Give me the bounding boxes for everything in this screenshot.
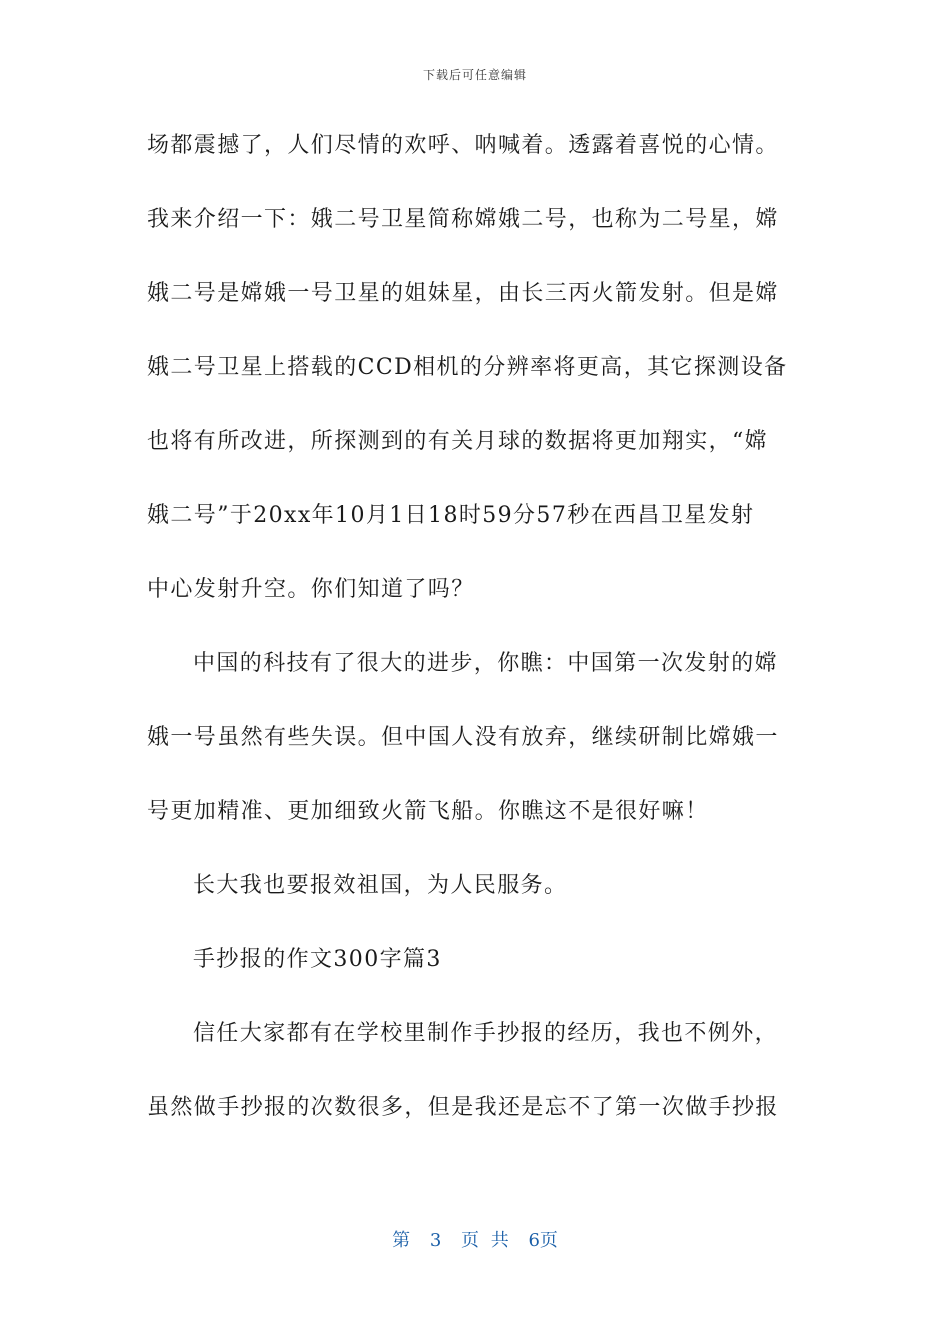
text-line-7: 中心发射升空。你们知道了吗？ bbox=[147, 577, 475, 602]
page-footer bbox=[0, 1226, 950, 1252]
footer-middle: 页 共 bbox=[461, 1230, 509, 1251]
text-line-4: 娥二号卫星上搭载的CCD相机的分辨率将更高，其它探测设备 bbox=[147, 355, 788, 380]
text-line-3: 娥二号是嫦娥一号卫星的姐妹星，由长三丙火箭发射。但是嫦 bbox=[147, 281, 779, 306]
text-line-8: 中国的科技有了很大的进步，你瞧：中国第一次发射的嫦 bbox=[193, 651, 779, 676]
footer-page-number: 3 bbox=[429, 1230, 442, 1251]
text-line-9: 娥一号虽然有些失误。但中国人没有放弃，继续研制比嫦娥一 bbox=[147, 725, 779, 750]
section-heading: 手抄报的作文300字篇3 bbox=[193, 947, 442, 972]
footer-prefix: 第 bbox=[392, 1230, 411, 1251]
page-header: 下载后可任意编辑 bbox=[422, 68, 527, 82]
text-line-11: 长大我也要报效祖国，为人民服务。 bbox=[193, 873, 568, 898]
text-line-10: 号更加精准、更加细致火箭飞船。你瞧这不是很好嘛！ bbox=[147, 799, 709, 824]
text-line-13: 信任大家都有在学校里制作手抄报的经历，我也不例外， bbox=[193, 1021, 779, 1046]
text-line-6: 娥二号”于20xx年10月1日18时59分57秒在西昌卫星发射 bbox=[147, 503, 755, 528]
text-line-1: 场都震撼了，人们尽情的欢呼、呐喊着。透露着喜悦的心情。 bbox=[147, 133, 779, 158]
text-line-14: 虽然做手抄报的次数很多，但是我还是忘不了第一次做手抄报 bbox=[147, 1095, 779, 1120]
text-line-2: 我来介绍一下：娥二号卫星简称嫦娥二号，也称为二号星，嫦 bbox=[147, 207, 779, 232]
footer-total-pages: 6页 bbox=[528, 1230, 558, 1251]
text-line-5: 也将有所改进，所探测到的有关月球的数据将更加翔实，“嫦 bbox=[147, 429, 769, 454]
document-body bbox=[147, 118, 792, 1154]
